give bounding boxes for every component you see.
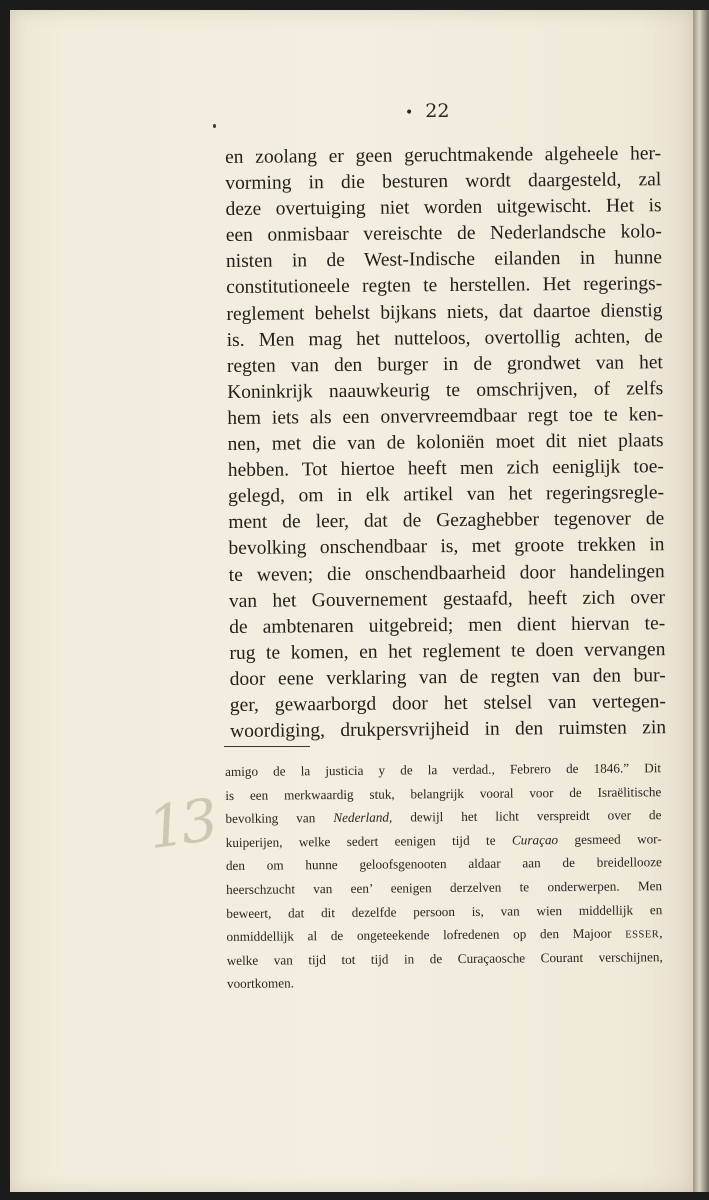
body-line: ger, gewaarborgd door het stelsel van vertegen-	[229, 691, 666, 716]
footnote-segment: ESSER	[625, 929, 660, 941]
body-line: Koninkrijk naauwkeurig te omschrijven, of zelfs	[227, 378, 664, 403]
body-line: gelegd, om in elk artikel van het regeringsregle-	[227, 482, 665, 508]
footnote-segment: Nederland	[333, 809, 390, 826]
footnote-rule	[224, 746, 310, 747]
footnote-segment: heerschzucht van een’ eenigen derzelven te onderwerpen. Men	[226, 878, 663, 897]
body-line: door eene verklaring van de regten van den bur-	[229, 665, 666, 690]
footnote-segment: welke van tijd tot tijd in de Curaçaosche Courant verschijnen,	[226, 948, 663, 968]
footnote-segment: ,	[659, 925, 663, 941]
body-line: is. Men mag het nutteloos, overtollig achten, de	[226, 325, 663, 351]
body-line: nisten in de West-Indische eilanden in hunne	[225, 247, 663, 273]
footnote-segment: voortkomen.	[226, 975, 295, 992]
body-text	[225, 142, 666, 746]
body-line: de ambtenaren uitgebreid; men dient hiervan te-	[229, 612, 666, 638]
footnote-segment: beweert, dat dit dezelfde persoon is, van wien middellijk en	[226, 901, 663, 921]
footnote-segment: den om hunne geloofsgenooten aldaar aan de breidellooze	[225, 854, 662, 874]
page-number-value: 22	[425, 100, 450, 122]
body-line: te weven; die onschendbaarheid door handelingen	[228, 560, 665, 586]
page-edge	[693, 10, 709, 1192]
body-line: constitutioneele regten te herstellen. Het regerings-	[226, 273, 663, 299]
body-line: een onmisbaar vereischte de Nederlandsche kolo-	[225, 221, 662, 247]
footnote	[225, 758, 663, 998]
body-line: nen, met die van de koloniën moet dit niet plaats	[227, 430, 664, 456]
body-line: rug te komen, en het reglement te doen vervangen	[229, 638, 666, 664]
body-line: bevolking onschendbaar is, met groote trekken in	[228, 534, 665, 560]
footnote-segment: , dewijl het licht verspreidt over de	[388, 807, 662, 825]
page-number	[405, 100, 449, 122]
footnote-segment: is een merkwaardig stuk, belangrijk vooral voor de Israëlitische	[225, 783, 662, 803]
margin-pencil-note: 13	[143, 785, 219, 863]
ink-speck	[213, 124, 216, 128]
footnote-segment: kuiperijen, welke sedert eenigen tijd te	[225, 832, 513, 850]
footnote-segment: Curaçao	[511, 831, 559, 848]
body-line: van het Gouvernement gestaafd, heeft zich over	[228, 586, 666, 612]
body-line: en zoolang er geen geruchtmakende algeheele her-	[225, 143, 662, 168]
body-line: hem iets als een onvervreemdbaar regt toe te ken-	[227, 404, 664, 429]
page-number-marker: •	[405, 105, 414, 121]
footnote-line	[227, 971, 663, 998]
footnote-segment: amigo de la justicia y de la verdad., Febrero de 1846.” Dit	[225, 760, 662, 779]
body-line: deze overtuiging niet worden uitgewischt. Het is	[225, 195, 662, 221]
body-line: vorming in die besturen wordt daargesteld, zal	[225, 169, 662, 195]
footnote-segment: onmiddellijk al de ongeteekende lofredenen op den Majoor	[226, 925, 626, 945]
body-line: regten van den burger in de grondwet van het	[226, 351, 663, 377]
body-line: hebben. Tot hiertoe heeft men zich eeniglijk toe-	[227, 456, 664, 482]
body-line: reglement behelst bijkans niets, dat daartoe dienstig	[226, 299, 663, 325]
body-line: ment de leer, dat de Gezaghebber tegenover de	[228, 508, 665, 534]
footnote-segment: bevolking van	[225, 810, 334, 827]
footnote-segment: gesmeed wor-	[558, 830, 662, 847]
body-line: woordiging, drukpersvrijheid in den ruimsten zin	[230, 717, 667, 743]
